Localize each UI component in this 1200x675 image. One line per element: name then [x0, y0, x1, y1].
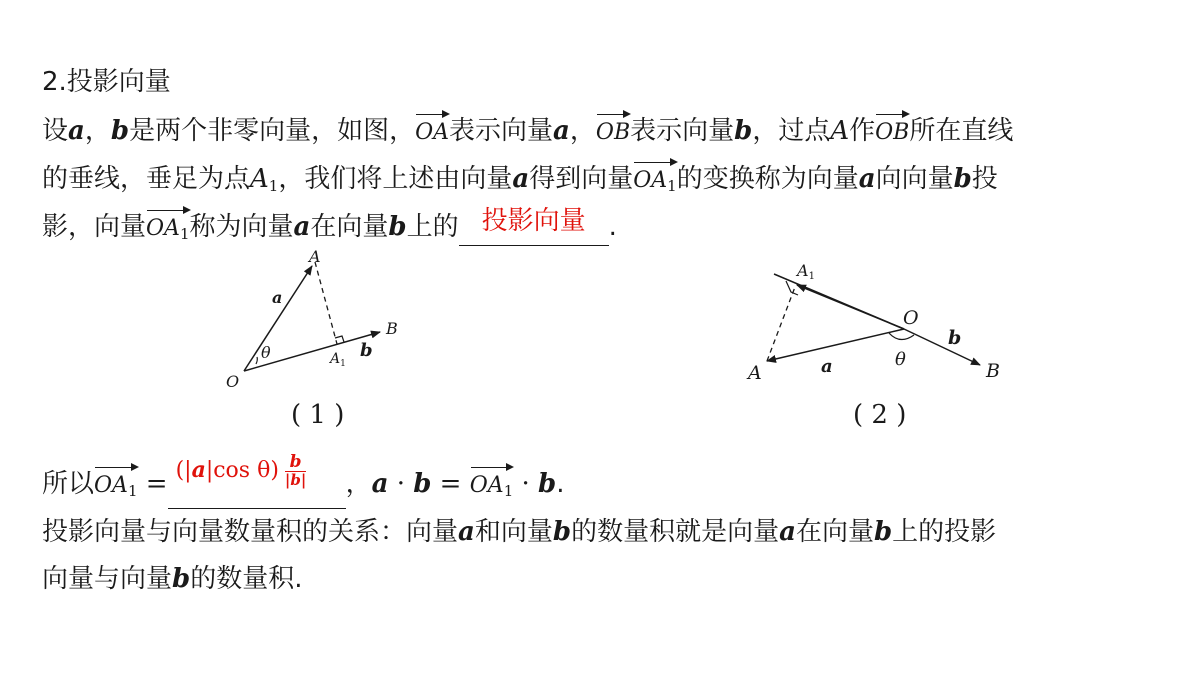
figure-1-caption: ( 1 )	[291, 400, 345, 430]
text: 投	[971, 164, 998, 194]
text: 表示向量	[449, 116, 554, 146]
label-point-a1: A1	[797, 261, 815, 282]
label-vector-a: a	[272, 288, 283, 307]
label-vector-a: a	[821, 356, 833, 377]
text: ，	[345, 469, 372, 499]
point-a1: $A_1$	[250, 164, 279, 195]
vector-b: b	[413, 469, 432, 499]
answer-blank-formula	[168, 452, 346, 509]
answer-formula: (|a|cos θ) $\frac{b}{|b|}$	[175, 452, 307, 489]
vector-oa1: $OA_1$	[633, 159, 676, 204]
text: 在向量	[310, 212, 389, 242]
text: 在向量	[795, 517, 874, 547]
dot-operator: ·	[513, 469, 539, 499]
formula-line	[42, 452, 565, 509]
text: 和向量	[474, 517, 553, 547]
text: 投影向量与向量数量积的关系：向量	[42, 517, 459, 547]
text: 称为向量	[189, 212, 294, 242]
text: 是两个非零向量，如图，	[129, 116, 416, 146]
label-point-a: A	[309, 247, 321, 266]
text: ，	[569, 116, 596, 146]
relation-line-2	[42, 561, 302, 597]
label-theta: θ	[261, 343, 271, 362]
text: 得到向量	[529, 164, 634, 194]
label-point-a: A	[748, 362, 762, 384]
vector-b: b	[734, 116, 753, 146]
vector-b: b	[552, 517, 572, 547]
text: 的垂线，垂足为点	[42, 164, 251, 194]
text: 的数量积.	[190, 564, 303, 594]
label-point-b: B	[386, 319, 398, 338]
text: 所在直线	[909, 116, 1014, 146]
vector-oa1: $OA_1$	[470, 464, 513, 509]
vector-oa1: $OA_1$	[94, 464, 137, 509]
vector-b: b	[953, 164, 972, 194]
text: 作	[849, 116, 876, 146]
vector-oa: OA	[415, 111, 449, 151]
text: 的变换称为向量	[676, 164, 859, 194]
text: 设	[42, 116, 69, 146]
perpendicular-dashed	[315, 262, 337, 344]
vector-b: b	[873, 517, 893, 547]
equals-sign: =	[137, 469, 168, 499]
vector-b-arrow	[904, 329, 980, 365]
answer-blank	[459, 206, 609, 246]
paragraph-line-1	[42, 111, 1013, 151]
vector-b: b	[538, 469, 557, 499]
paragraph-line-2	[42, 159, 998, 204]
vector-a: a	[553, 116, 570, 146]
vector-a-arrow	[244, 266, 312, 371]
text: ，	[84, 116, 111, 146]
label-theta: θ	[895, 349, 906, 370]
vector-a-arrow	[767, 329, 904, 361]
text: 所以	[42, 469, 95, 499]
vector-oa1: $OA_1$	[146, 207, 189, 252]
vector-a: a	[68, 116, 85, 146]
angle-arc	[256, 357, 257, 364]
text: 上的投影	[892, 517, 997, 547]
vector-ob: OB	[875, 111, 909, 151]
point-a: A	[830, 116, 850, 146]
vector-a: a	[458, 517, 475, 547]
vector-a: a	[371, 469, 389, 499]
text: ，我们将上述由向量	[278, 164, 513, 194]
label-point-a1: $A_1$	[330, 351, 346, 369]
vector-a: a	[858, 164, 876, 194]
dot-operator: ·	[388, 469, 414, 499]
text: 向向量	[875, 164, 954, 194]
vector-a: a	[512, 164, 530, 194]
relation-line-1	[42, 514, 996, 550]
vector-b: b	[388, 212, 407, 242]
figure-2-caption: ( 2 )	[853, 400, 907, 430]
figure-2	[740, 255, 1020, 390]
text: 的数量积就是向量	[571, 517, 780, 547]
answer-text: 投影向量	[481, 206, 586, 236]
equals-sign: =	[431, 469, 470, 499]
text: 上的	[406, 212, 459, 242]
answer-fraction: $\frac{b}{|b|}$	[284, 452, 307, 489]
perpendicular-dashed	[767, 287, 795, 361]
label-point-b: B	[986, 360, 1000, 382]
text: 向量与向量	[42, 564, 173, 594]
text: .	[556, 469, 565, 499]
vector-b: b	[172, 564, 191, 594]
text: ，过点	[752, 116, 831, 146]
label-vector-b: b	[360, 340, 373, 361]
text: 表示向量	[630, 116, 735, 146]
label-point-o: O	[903, 307, 919, 329]
text: .	[608, 212, 617, 242]
label-point-o: O	[226, 372, 240, 391]
label-vector-b: b	[948, 327, 962, 349]
section-heading: 2.投影向量	[42, 67, 171, 97]
figure-1	[220, 245, 440, 395]
vector-oa1-arrow	[797, 285, 904, 329]
angle-arc	[889, 333, 914, 340]
text: 影，向量	[42, 212, 147, 242]
vector-b: b	[110, 116, 130, 146]
vector-a: a	[779, 517, 796, 547]
vector-ob: OB	[596, 111, 630, 151]
vector-a: a	[293, 212, 311, 242]
